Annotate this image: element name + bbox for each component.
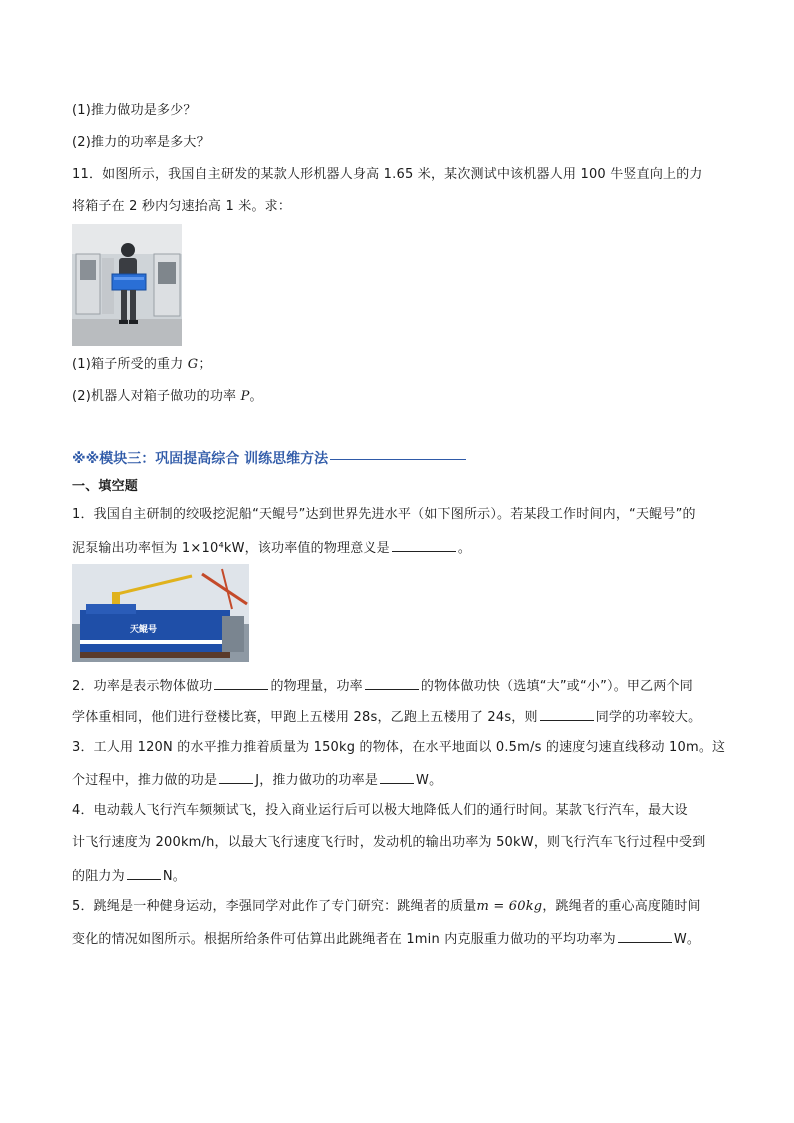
p5-text-b: ，跳绳者的重心高度随时间	[542, 899, 701, 914]
answer-blank[interactable]	[540, 707, 594, 721]
answer-blank[interactable]	[392, 538, 456, 552]
problem-2-line-1	[72, 676, 693, 696]
q11-sub2-text: (2)机器人对箱子做功的功率	[72, 389, 241, 404]
p5-text-d: W。	[673, 932, 701, 947]
mass-value: m = 60kg	[476, 899, 543, 914]
q11-sub1-text: (1)箱子所受的重力	[72, 357, 188, 372]
p2-text-c: 的物体做功快（选填“大”或“小”）。甲乙两个同	[420, 679, 693, 694]
answer-blank[interactable]	[365, 676, 419, 690]
problem-1-line-2	[72, 538, 471, 558]
question-11-part-2	[72, 388, 263, 406]
section-title: 一、填空题	[72, 479, 139, 494]
p3-text-a: 个过程中，推力做的功是	[72, 773, 218, 788]
p5-text-c: 变化的情况如图所示。根据所给条件可估算出此跳绳者在 1min 内克服重力做功的平均功率为	[72, 932, 616, 947]
heading-rule	[330, 459, 466, 460]
problem-5-line-1	[72, 898, 701, 916]
module-heading	[72, 448, 466, 468]
p4-text-b: N。	[162, 869, 186, 884]
p5-text-a: 5．跳绳是一种健身运动，李强同学对此作了专门研究：跳绳者的质量	[72, 899, 477, 914]
p4-text-a: 的阻力为	[72, 869, 125, 884]
question-10-part-1: (1)推力做功是多少？	[72, 103, 197, 118]
problem-3-line-2	[72, 770, 442, 790]
question-11-part-1	[72, 356, 212, 374]
answer-blank[interactable]	[618, 929, 672, 943]
question-11-line-1: 11．如图所示，我国自主研发的某款人形机器人身高 1.65 米，某次测试中该机器人用 100 牛竖直向上的力	[72, 167, 703, 182]
p1-text: 泥泵输出功率恒为 1×10⁴kW，该功率值的物理意义是	[72, 541, 390, 556]
q11-sub2-end: 。	[249, 389, 263, 404]
problem-5-line-2	[72, 929, 700, 949]
answer-blank[interactable]	[214, 676, 268, 690]
ship-name-label: 天鲲号	[130, 625, 158, 635]
p1-end: 。	[457, 541, 472, 556]
problem-3-line-1: 3．工人用 120N 的水平推力推着质量为 150kg 的物体，在水平地面以 0.5m/s 的速度匀速直线移动 10m。这	[72, 740, 726, 755]
answer-blank[interactable]	[127, 866, 161, 880]
problem-4-line-3	[72, 866, 186, 886]
problem-4-line-1: 4．电动载人飞行汽车频频试飞，投入商业运行后可以极大地降低人们的通行时间。某款飞行汽车，最大设	[72, 803, 688, 818]
problem-4-line-2: 计飞行速度为 200km/h，以最大飞行速度飞行时，发动机的输出功率为 50kW，则飞行汽车飞行过程中受到	[72, 835, 706, 850]
problem-1-line-1: 1．我国自主研制的绞吸挖泥船“天鲲号”达到世界先进水平（如下图所示）。若某段工作时间内，“天鲲号”的	[72, 507, 696, 522]
p2-text-b: 的物理量，功率	[270, 679, 363, 694]
module-title: ※※模块三：巩固提高综合 训练思维方法	[72, 451, 329, 467]
p2-text-e: 同学的功率较大。	[595, 710, 702, 725]
gravity-symbol: G	[187, 357, 199, 372]
question-10-part-2: (2)推力的功率是多大？	[72, 135, 210, 150]
answer-blank[interactable]	[380, 770, 414, 784]
power-symbol: P	[240, 389, 250, 404]
p3-text-b: J，推力做功的功率是	[255, 773, 379, 788]
robot-photo	[72, 224, 182, 346]
p2-text-a: 2．功率是表示物体做功	[72, 679, 213, 694]
question-11-line-2: 将箱子在 2 秒内匀速抬高 1 米。求：	[72, 199, 292, 214]
dredger-ship-photo	[72, 564, 249, 662]
q11-sub1-end: ；	[198, 357, 212, 372]
p3-text-c: W。	[416, 773, 443, 788]
answer-blank[interactable]	[219, 770, 253, 784]
p2-text-d: 学体重相同，他们进行登楼比赛，甲跑上五楼用 28s，乙跑上五楼用了 24s，则	[72, 710, 538, 725]
problem-2-line-2	[72, 707, 701, 727]
